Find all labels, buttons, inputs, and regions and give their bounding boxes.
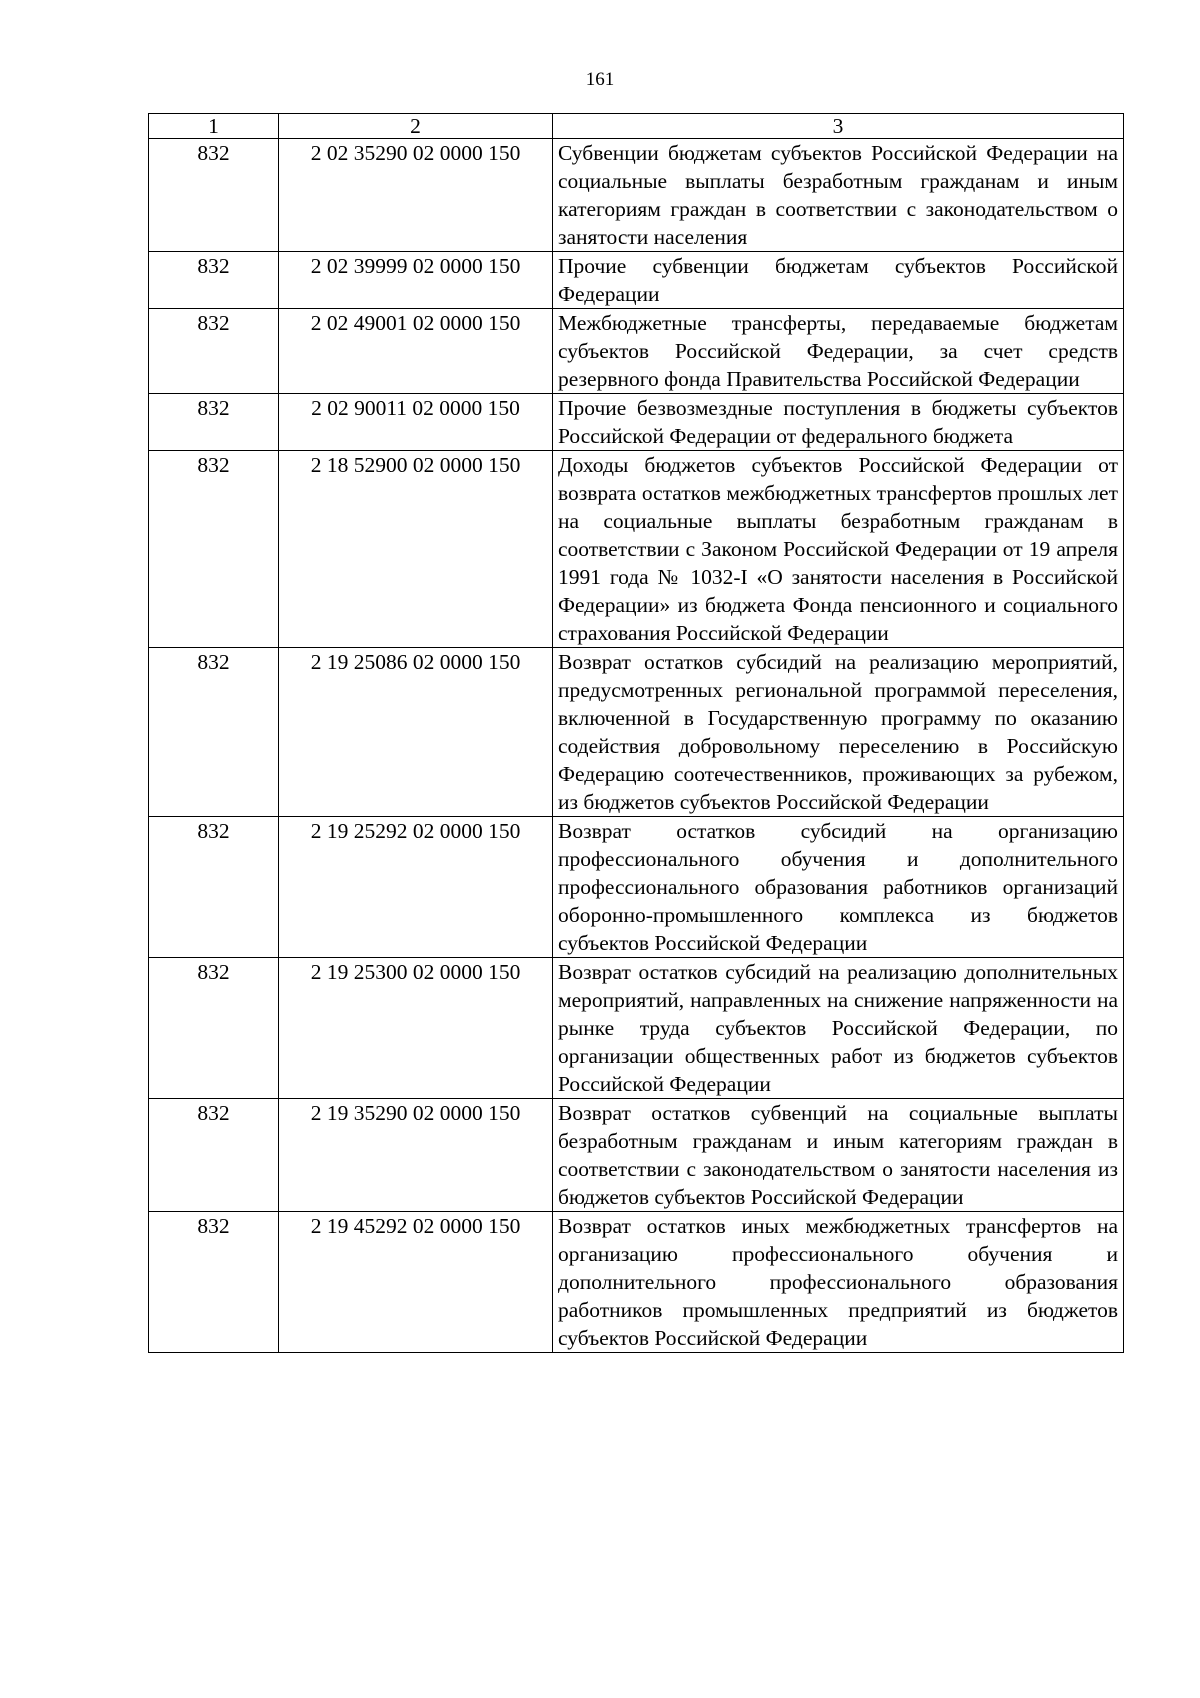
admin-code-cell: 832: [149, 1099, 279, 1212]
budget-code-cell: 2 02 49001 02 0000 150: [279, 309, 553, 394]
admin-code-cell: 832: [149, 252, 279, 309]
budget-code-cell: 2 19 25086 02 0000 150: [279, 648, 553, 817]
admin-code-cell: 832: [149, 1212, 279, 1353]
budget-code-cell: 2 02 35290 02 0000 150: [279, 139, 553, 252]
budget-code-cell: 2 19 45292 02 0000 150: [279, 1212, 553, 1353]
budget-classification-table: [148, 113, 1124, 1353]
table-row: [149, 817, 1124, 958]
income-name-cell: Возврат остатков субсидий на организацию профессионального обучения и дополнительного профессионального образования работников организаций оборонно-промышленного комплекса из бюджетов субъектов Российской Федерации: [553, 817, 1124, 958]
table-row: [149, 1099, 1124, 1212]
income-name-cell: Возврат остатков субсидий на реализацию мероприятий, предусмотренных региональной программой переселения, включенной в Государственную программу по оказанию содействия добровольному переселению в Российскую Федерацию соотечественников, проживающих за рубежом, из бюджетов субъектов Российской Федерации: [553, 648, 1124, 817]
income-name-cell: Прочие безвозмездные поступления в бюджеты субъектов Российской Федерации от федерального бюджета: [553, 394, 1124, 451]
budget-code-cell: 2 02 90011 02 0000 150: [279, 394, 553, 451]
admin-code-cell: 832: [149, 309, 279, 394]
income-name-cell: Межбюджетные трансферты, передаваемые бюджетам субъектов Российской Федерации, за счет средств резервного фонда Правительства Российской Федерации: [553, 309, 1124, 394]
admin-code-cell: 832: [149, 451, 279, 648]
admin-code-cell: 832: [149, 648, 279, 817]
admin-code-cell: 832: [149, 394, 279, 451]
table-row: [149, 1212, 1124, 1353]
admin-code-cell: 832: [149, 958, 279, 1099]
table-row: [149, 648, 1124, 817]
budget-code-cell: 2 19 25292 02 0000 150: [279, 817, 553, 958]
admin-code-cell: 832: [149, 139, 279, 252]
budget-code-cell: 2 19 25300 02 0000 150: [279, 958, 553, 1099]
income-name-cell: Субвенции бюджетам субъектов Российской Федерации на социальные выплаты безработным гражданам и иным категориям граждан в соответствии с законодательством о занятости населения: [553, 139, 1124, 252]
income-name-cell: Прочие субвенции бюджетам субъектов Российской Федерации: [553, 252, 1124, 309]
income-name-cell: Возврат остатков субвенций на социальные выплаты безработным гражданам и иным категориям граждан в соответствии с законодательством о занятости населения из бюджетов субъектов Российской Федерации: [553, 1099, 1124, 1212]
table-row: [149, 394, 1124, 451]
budget-code-cell: 2 18 52900 02 0000 150: [279, 451, 553, 648]
income-name-cell: Возврат остатков субсидий на реализацию дополнительных мероприятий, направленных на снижение напряженности на рынке труда субъектов Российской Федерации, по организации общественных работ из бюджетов субъектов Российской Федерации: [553, 958, 1124, 1099]
table-row: [149, 309, 1124, 394]
table-row: [149, 139, 1124, 252]
table-row: [149, 252, 1124, 309]
admin-code-cell: 832: [149, 817, 279, 958]
table-header-row: [149, 114, 1124, 139]
page-number: 161: [585, 69, 615, 90]
income-name-cell: Доходы бюджетов субъектов Российской Федерации от возврата остатков межбюджетных трансфертов прошлых лет на социальные выплаты безработным гражданам в соответствии с Законом Российской Федерации от 19 апреля 1991 года № 1032-I «О занятости населения в Российской Федерации» из бюджета Фонда пенсионного и социального страхования Российской Федерации: [553, 451, 1124, 648]
budget-code-cell: 2 19 35290 02 0000 150: [279, 1099, 553, 1212]
header-column-1: 1: [149, 114, 279, 139]
header-column-2: 2: [279, 114, 553, 139]
table-row: [149, 958, 1124, 1099]
header-column-3: 3: [553, 114, 1124, 139]
budget-code-cell: 2 02 39999 02 0000 150: [279, 252, 553, 309]
income-name-cell: Возврат остатков иных межбюджетных трансфертов на организацию профессионального обучения и дополнительного профессионального образования работников промышленных предприятий из бюджетов субъектов Российской Федерации: [553, 1212, 1124, 1353]
table-row: [149, 451, 1124, 648]
